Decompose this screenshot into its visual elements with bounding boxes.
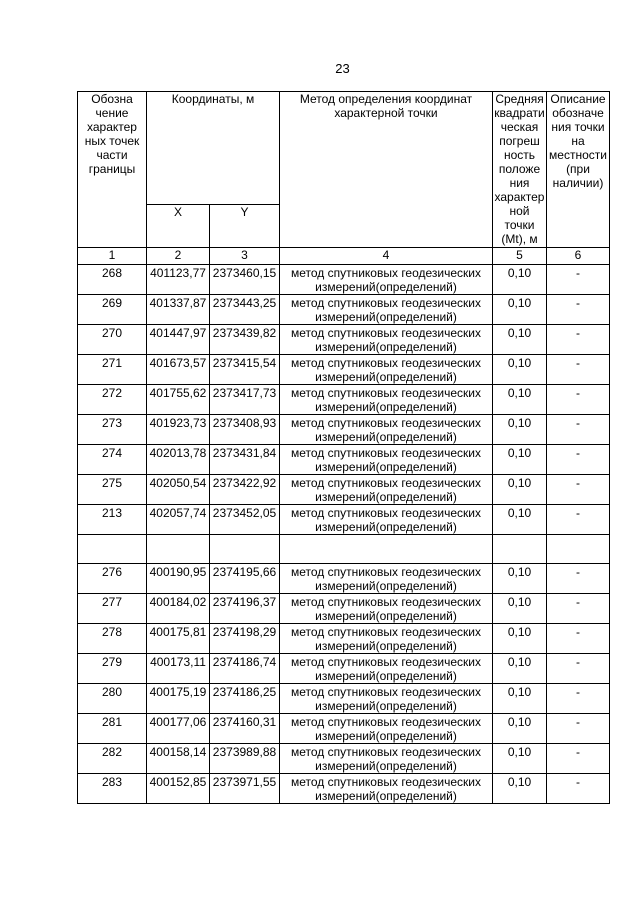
table-row [78, 325, 610, 355]
cell-description: - [547, 505, 610, 535]
cell-method: метод спутниковых геодезических измерений(определений) [280, 714, 493, 744]
cell-point-id: 269 [78, 295, 147, 325]
cell-description: - [547, 295, 610, 325]
cell-mean-error: 0,10 [493, 445, 547, 475]
cell-method: метод спутниковых геодезических измерений(определений) [280, 774, 493, 804]
table-row [78, 415, 610, 445]
cell-y: 2374186,25 [210, 684, 280, 714]
cell-point-id: 270 [78, 325, 147, 355]
cell-mean-error: 0,10 [493, 654, 547, 684]
cell-description: - [547, 475, 610, 505]
header-point-designation: Обозна чение характер ных точек части границы [78, 92, 147, 248]
table-row [78, 265, 610, 295]
header-y: Y [210, 205, 280, 248]
table-row [78, 385, 610, 415]
column-number: 5 [493, 248, 547, 265]
cell-x: 400175,81 [147, 624, 210, 654]
cell-method: метод спутниковых геодезических измерений(определений) [280, 355, 493, 385]
cell-description: - [547, 385, 610, 415]
column-number: 1 [78, 248, 147, 265]
cell-y: 2373452,05 [210, 505, 280, 535]
cell-description: - [547, 564, 610, 594]
cell-description: - [547, 325, 610, 355]
table-row [78, 654, 610, 684]
cell-y: 2373443,25 [210, 295, 280, 325]
cell-method: метод спутниковых геодезических измерений(определений) [280, 505, 493, 535]
table-row [78, 475, 610, 505]
cell-y: 2373422,92 [210, 475, 280, 505]
table-row [78, 744, 610, 774]
cell-description: - [547, 714, 610, 744]
cell-x: 401923,73 [147, 415, 210, 445]
cell-description: - [547, 594, 610, 624]
cell-mean-error: 0,10 [493, 744, 547, 774]
cell-point-id: 271 [78, 355, 147, 385]
cell-method: метод спутниковых геодезических измерений(определений) [280, 564, 493, 594]
page-number: 23 [335, 61, 350, 76]
empty-cell [210, 535, 280, 564]
cell-y: 2373439,82 [210, 325, 280, 355]
column-number: 6 [547, 248, 610, 265]
header-description: Описание обозначе ния точки на местности (при наличии) [547, 92, 610, 248]
cell-description: - [547, 265, 610, 295]
table-row [78, 624, 610, 654]
cell-point-id: 274 [78, 445, 147, 475]
cell-mean-error: 0,10 [493, 684, 547, 714]
coordinates-table [77, 91, 610, 804]
cell-method: метод спутниковых геодезических измерений(определений) [280, 265, 493, 295]
cell-mean-error: 0,10 [493, 594, 547, 624]
cell-mean-error: 0,10 [493, 385, 547, 415]
cell-description: - [547, 774, 610, 804]
cell-point-id: 282 [78, 744, 147, 774]
cell-y: 2373408,93 [210, 415, 280, 445]
cell-y: 2373989,88 [210, 744, 280, 774]
cell-x: 402013,78 [147, 445, 210, 475]
cell-point-id: 275 [78, 475, 147, 505]
header-coordinates: Координаты, м [147, 92, 280, 205]
table-body [78, 92, 610, 804]
cell-mean-error: 0,10 [493, 265, 547, 295]
cell-point-id: 277 [78, 594, 147, 624]
column-number-row [78, 248, 610, 265]
cell-description: - [547, 445, 610, 475]
cell-method: метод спутниковых геодезических измерений(определений) [280, 445, 493, 475]
table-row [78, 445, 610, 475]
cell-x: 401673,57 [147, 355, 210, 385]
cell-x: 400177,06 [147, 714, 210, 744]
cell-mean-error: 0,10 [493, 774, 547, 804]
header-mean-error: Средняя квадрати ческая погреш ность положе ния характер ной точки (Mt), м [494, 92, 545, 246]
cell-mean-error: 0,10 [493, 564, 547, 594]
cell-description: - [547, 355, 610, 385]
cell-y: 2373971,55 [210, 774, 280, 804]
cell-x: 400152,85 [147, 774, 210, 804]
cell-mean-error: 0,10 [493, 355, 547, 385]
cell-y: 2374195,66 [210, 564, 280, 594]
empty-cell [280, 535, 493, 564]
cell-mean-error: 0,10 [493, 325, 547, 355]
cell-mean-error: 0,10 [493, 415, 547, 445]
table-row [78, 355, 610, 385]
cell-method: метод спутниковых геодезических измерений(определений) [280, 385, 493, 415]
cell-x: 400173,11 [147, 654, 210, 684]
cell-x: 400158,14 [147, 744, 210, 774]
cell-y: 2373417,73 [210, 385, 280, 415]
cell-y: 2374186,74 [210, 654, 280, 684]
cell-x: 401123,77 [147, 265, 210, 295]
cell-x: 401337,87 [147, 295, 210, 325]
cell-mean-error: 0,10 [493, 295, 547, 325]
cell-point-id: 280 [78, 684, 147, 714]
column-number: 3 [210, 248, 280, 265]
cell-point-id: 276 [78, 564, 147, 594]
table-row [78, 564, 610, 594]
cell-point-id: 272 [78, 385, 147, 415]
empty-separator-row [78, 535, 610, 564]
cell-description: - [547, 684, 610, 714]
cell-mean-error: 0,10 [493, 624, 547, 654]
cell-description: - [547, 654, 610, 684]
table-row [78, 295, 610, 325]
cell-x: 400175,19 [147, 684, 210, 714]
empty-cell [78, 535, 147, 564]
cell-method: метод спутниковых геодезических измерений(определений) [280, 684, 493, 714]
cell-point-id: 279 [78, 654, 147, 684]
cell-method: метод спутниковых геодезических измерений(определений) [280, 624, 493, 654]
cell-x: 400190,95 [147, 564, 210, 594]
cell-y: 2373460,15 [210, 265, 280, 295]
cell-point-id: 281 [78, 714, 147, 744]
cell-description: - [547, 624, 610, 654]
cell-x: 401755,62 [147, 385, 210, 415]
cell-point-id: 278 [78, 624, 147, 654]
column-number: 2 [147, 248, 210, 265]
cell-y: 2373431,84 [210, 445, 280, 475]
header-x: X [147, 205, 210, 248]
cell-method: метод спутниковых геодезических измерений(определений) [280, 325, 493, 355]
cell-method: метод спутниковых геодезических измерений(определений) [280, 654, 493, 684]
cell-description: - [547, 415, 610, 445]
header-row [78, 92, 610, 205]
empty-cell [547, 535, 610, 564]
column-number: 4 [280, 248, 493, 265]
table-row [78, 594, 610, 624]
cell-x: 402050,54 [147, 475, 210, 505]
cell-method: метод спутниковых геодезических измерений(определений) [280, 594, 493, 624]
cell-method: метод спутниковых геодезических измерений(определений) [280, 415, 493, 445]
cell-point-id: 213 [78, 505, 147, 535]
cell-mean-error: 0,10 [493, 475, 547, 505]
table-row [78, 684, 610, 714]
cell-x: 400184,02 [147, 594, 210, 624]
cell-description: - [547, 744, 610, 774]
table-row [78, 714, 610, 744]
cell-method: метод спутниковых геодезических измерений(определений) [280, 295, 493, 325]
cell-y: 2374198,29 [210, 624, 280, 654]
cell-point-id: 283 [78, 774, 147, 804]
empty-cell [493, 535, 547, 564]
cell-mean-error: 0,10 [493, 505, 547, 535]
cell-point-id: 273 [78, 415, 147, 445]
cell-mean-error: 0,10 [493, 714, 547, 744]
cell-x: 401447,97 [147, 325, 210, 355]
cell-method: метод спутниковых геодезических измерений(определений) [280, 744, 493, 774]
table-row [78, 774, 610, 804]
cell-x: 402057,74 [147, 505, 210, 535]
cell-y: 2373415,54 [210, 355, 280, 385]
cell-y: 2374196,37 [210, 594, 280, 624]
cell-point-id: 268 [78, 265, 147, 295]
table-row [78, 505, 610, 535]
cell-y: 2374160,31 [210, 714, 280, 744]
header-method: Метод определения координат характерной точки [280, 92, 493, 248]
empty-cell [147, 535, 210, 564]
cell-method: метод спутниковых геодезических измерений(определений) [280, 475, 493, 505]
